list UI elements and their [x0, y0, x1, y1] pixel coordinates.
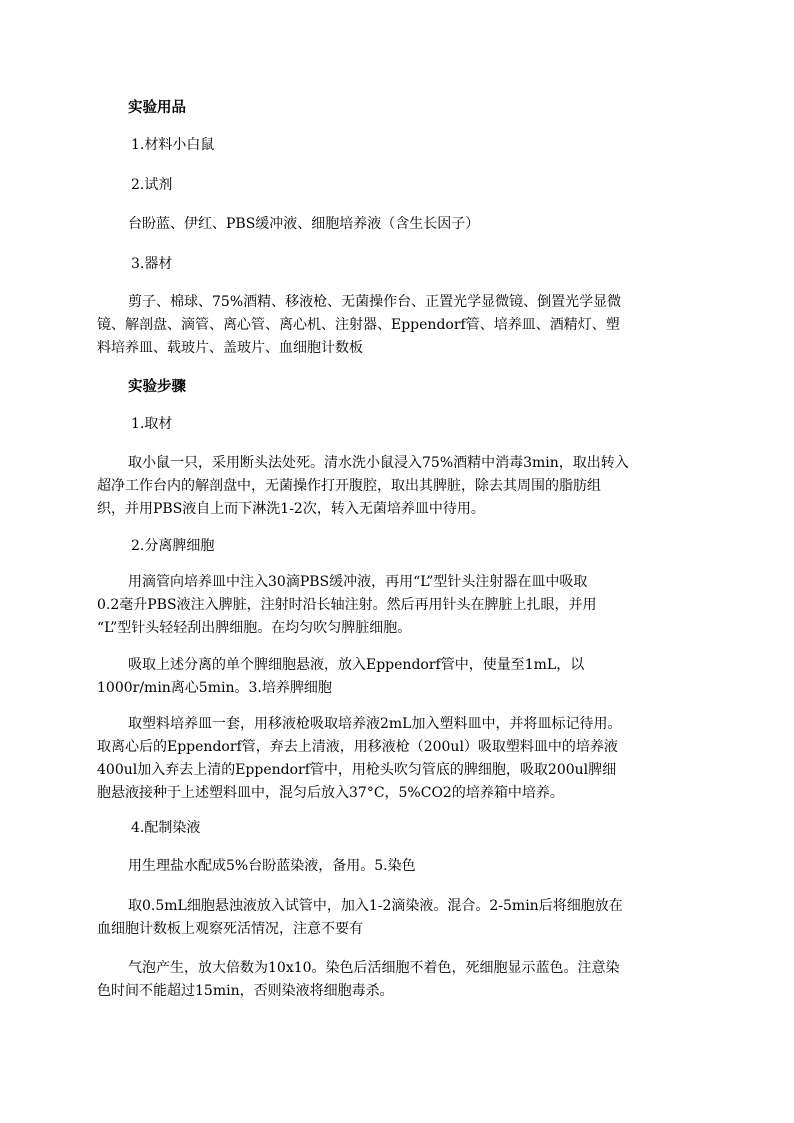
paragraph-line: 色时间不能超过15min，否则染液将细胞毒杀。: [97, 983, 394, 999]
materials-heading: 实验用品: [128, 99, 186, 116]
paragraph-line: 胞悬液接种于上述塑料皿中，混匀后放入37°C，5%CO2的培养箱中培养。: [97, 785, 564, 801]
item-equipment: 3.器材: [131, 256, 173, 272]
paragraph-line: “L”型针头轻轻刮出脾细胞。在均匀吹匀脾脏细胞。: [97, 620, 412, 636]
paragraph-line: 超净工作台内的解剖盘中，无菌操作打开腹腔，取出其脾脏，除去其周围的脂肪组: [97, 478, 601, 494]
paragraph-line: 0.2毫升PBS液注入脾脏，注射时沿长轴注射。然后再用针头在脾脏上扎眼，并用: [97, 597, 597, 613]
paragraph-line: 用滴管向培养皿中注入30滴PBS缓冲液，再用“L”型针头注射器在皿中吸取: [128, 574, 588, 590]
equipment-paragraph: [97, 291, 697, 360]
step2-paragraph: [97, 571, 697, 640]
item-materials: 1.材料小白鼠: [131, 137, 215, 153]
step1-paragraph: [97, 452, 697, 521]
item-reagents: 2.试剂: [131, 177, 173, 193]
paragraph-line: 取0.5mL细胞悬浊液放入试管中，加入1-2滴染液。混合。2-5min后将细胞放在: [128, 898, 623, 914]
reagents-paragraph: 台盼蓝、伊红、PBS缓冲液、细胞培养液（含生长因子）: [128, 216, 480, 232]
paragraph-line: 400ul加入弃去上清的Eppendorf管中，用枪头吹匀管底的脾细胞，吸取200ul脾细: [97, 762, 617, 778]
paragraph-line: 取塑料培养皿一套，用移液枪吸取培养液2mL加入塑料皿中，并将皿标记待用。: [128, 716, 622, 732]
paragraph-line: 取离心后的Eppendorf管，弃去上清液，用移液枪（200ul）吸取塑料皿中的培养液: [97, 739, 618, 755]
paragraph-line: 吸取上述分离的单个脾细胞悬液，放入Eppendorf管中，使量至1mL，以: [128, 657, 585, 673]
paragraph-line: 1000r/min离心5min。3.培养脾细胞: [97, 680, 332, 696]
step4-title: 4.配制染液: [131, 820, 201, 836]
paragraph-line: 织，并用PBS液自上而下淋洗1-2次，转入无菌培养皿中待用。: [97, 501, 485, 517]
step1-title: 1.取材: [131, 416, 173, 432]
paragraph-line: 气泡产生，放大倍数为10x10。染色后活细胞不着色，死细胞显示蓝色。注意染: [128, 960, 620, 976]
paragraph-line: 料培养皿、载玻片、盖玻片、血细胞计数板: [97, 340, 363, 356]
paragraph-line: 剪子、棉球、75%酒精、移液枪、无菌操作台、正置光学显微镜、倒置光学显微: [128, 294, 622, 310]
paragraph-line: 血细胞计数板上观察死活情况，注意不要有: [97, 921, 363, 937]
steps-heading: 实验步骤: [128, 378, 186, 395]
step3-paragraph: [97, 713, 697, 805]
paragraph-line: 镜、解剖盘、滴管、离心管、离心机、注射器、Eppendorf管、培养皿、酒精灯、塑: [97, 317, 620, 333]
paragraph-line: 取小鼠一只，采用断头法处死。清水洗小鼠浸入75%酒精中消毒3min，取出转入: [128, 455, 629, 471]
step2-title: 2.分离脾细胞: [131, 538, 215, 554]
step5-paragraph: [97, 895, 697, 941]
step2b-paragraph: [97, 654, 697, 700]
step4-paragraph: 用生理盐水配成5%台盼蓝染液，备用。5.染色: [128, 858, 416, 874]
step5b-paragraph: [97, 957, 697, 1003]
